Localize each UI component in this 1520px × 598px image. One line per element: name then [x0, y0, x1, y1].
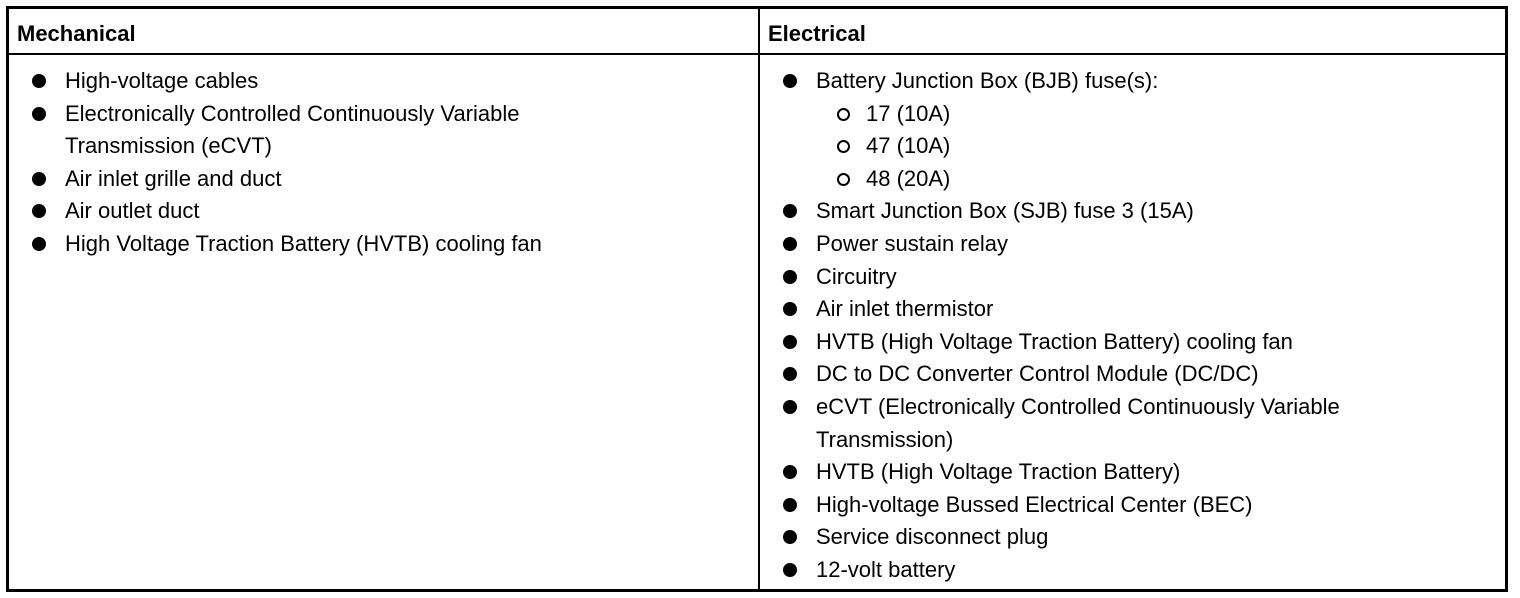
sub-item-text: 48 (20A) — [866, 165, 951, 191]
bullet-icon — [783, 270, 797, 284]
bullet-icon — [32, 74, 46, 88]
item-text: Air inlet thermistor — [816, 296, 994, 322]
item-text: eCVT (Electronically Controlled Continuously Variable Transmission) — [816, 393, 1340, 452]
sub-list-item — [760, 163, 1505, 196]
item-text: HVTB (High Voltage Traction Battery) cooling fan — [816, 328, 1293, 354]
item-text: Smart Junction Box (SJB) fuse 3 (15A) — [816, 198, 1194, 224]
list-item — [760, 293, 1505, 326]
item-text: High Voltage Traction Battery (HVTB) cooling fan — [65, 230, 542, 256]
item-text: Electronically Controlled Continuously Variable Transmission (eCVT) — [65, 100, 520, 159]
bullet-icon — [783, 74, 797, 88]
list-item — [760, 326, 1505, 359]
electrical-list — [760, 65, 1505, 587]
list-item — [9, 65, 758, 98]
list-item — [760, 358, 1505, 391]
item-text: HVTB (High Voltage Traction Battery) — [816, 459, 1181, 485]
bullet-icon — [32, 107, 46, 121]
list-item — [760, 391, 1505, 456]
item-text: Service disconnect plug — [816, 524, 1049, 550]
bullet-icon — [32, 237, 46, 251]
item-text: Circuitry — [816, 263, 897, 289]
item-text: 12-volt battery — [816, 556, 956, 582]
list-item — [9, 163, 758, 196]
item-text: Air inlet grille and duct — [65, 165, 282, 191]
hollow-bullet-icon — [837, 140, 850, 153]
list-item — [9, 228, 758, 261]
item-text: Power sustain relay — [816, 230, 1008, 256]
electrical-header: Electrical — [760, 9, 1505, 55]
list-item — [9, 98, 758, 163]
bullet-icon — [783, 563, 797, 577]
bullet-icon — [783, 204, 797, 218]
sub-list-item — [760, 130, 1505, 163]
bullet-icon — [783, 335, 797, 349]
bullet-icon — [783, 498, 797, 512]
inspection-table — [6, 6, 1508, 592]
list-item — [760, 228, 1505, 261]
bullet-icon — [783, 530, 797, 544]
mechanical-header: Mechanical — [9, 9, 760, 55]
bullet-icon — [783, 465, 797, 479]
item-text: High-voltage Bussed Electrical Center (BEC) — [816, 491, 1253, 517]
sub-list-item — [760, 98, 1505, 131]
bullet-icon — [783, 367, 797, 381]
list-item — [760, 261, 1505, 294]
bullet-icon — [32, 204, 46, 218]
bullet-icon — [783, 400, 797, 414]
bullet-icon — [783, 302, 797, 316]
electrical-column — [760, 55, 1505, 589]
list-item — [760, 554, 1505, 587]
item-text: DC to DC Converter Control Module (DC/DC) — [816, 361, 1259, 387]
item-text: Air outlet duct — [65, 198, 200, 224]
bullet-icon — [783, 237, 797, 251]
list-item — [760, 456, 1505, 489]
list-item — [760, 195, 1505, 228]
mechanical-list — [9, 65, 758, 261]
list-item — [9, 195, 758, 228]
list-item — [760, 489, 1505, 522]
list-item — [760, 521, 1505, 554]
bullet-icon — [32, 172, 46, 186]
list-item — [760, 65, 1505, 98]
item-text: High-voltage cables — [65, 68, 259, 93]
sub-item-text: 47 (10A) — [866, 133, 951, 159]
mechanical-column — [9, 55, 760, 589]
hollow-bullet-icon — [837, 173, 850, 186]
item-text: Battery Junction Box (BJB) fuse(s): — [816, 68, 1159, 93]
sub-item-text: 17 (10A) — [866, 100, 951, 126]
hollow-bullet-icon — [837, 108, 850, 121]
